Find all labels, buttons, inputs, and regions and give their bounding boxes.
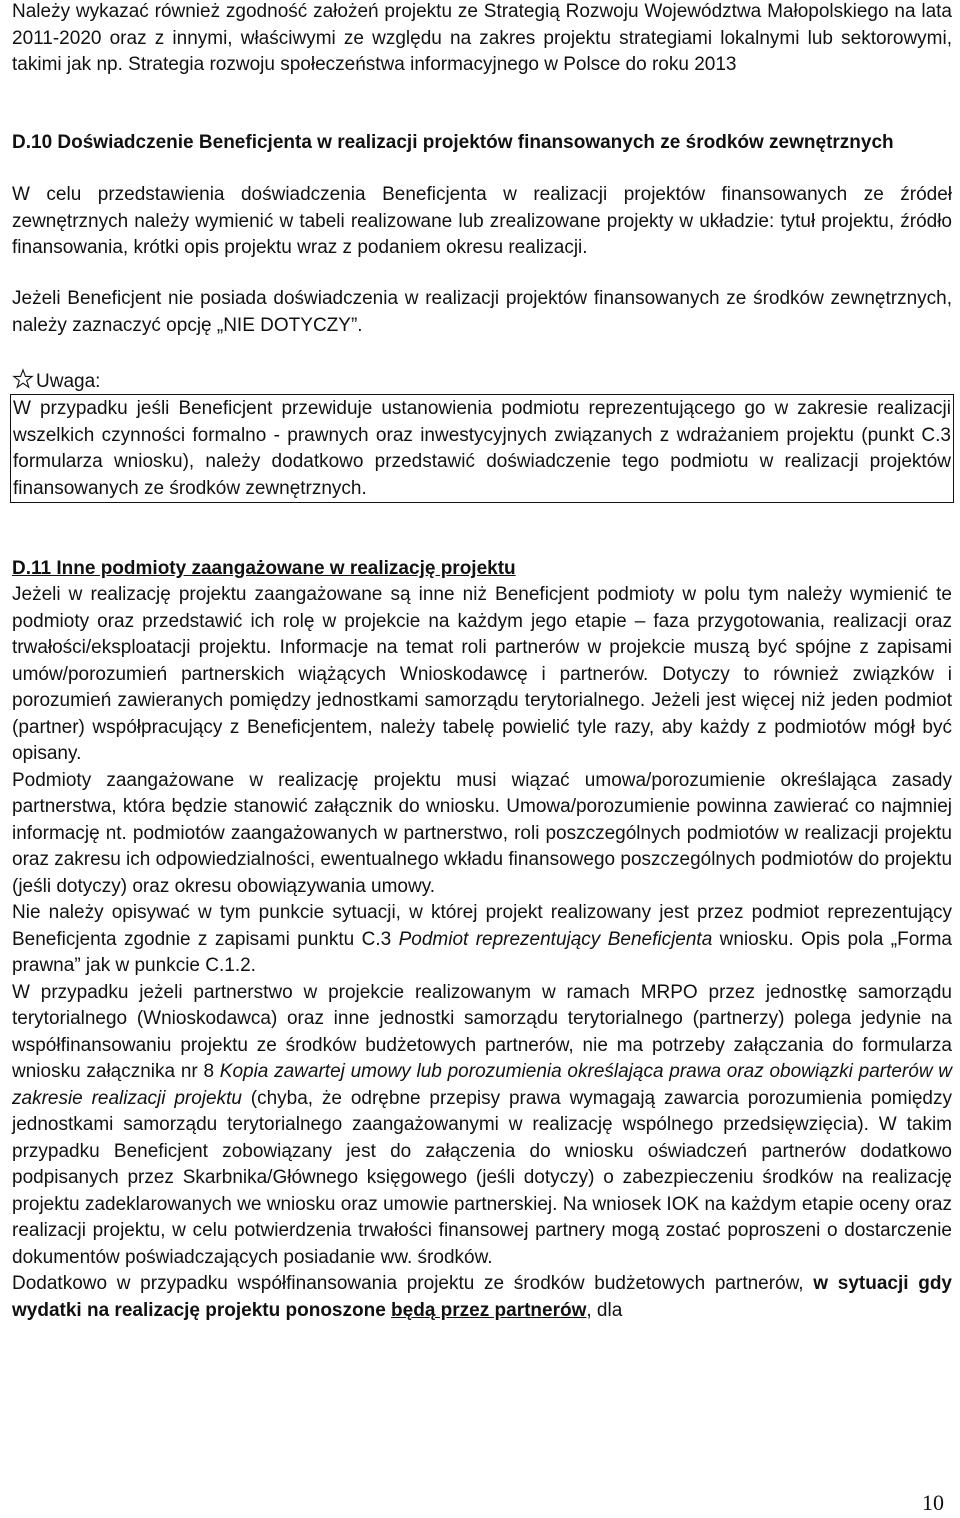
section-d11-paragraph-4 [12,980,952,1272]
para3-text-a: Nie należy opisywać w tym punkcie sytuacji, w której projekt realizowany jest przez podmiot reprezentujący Beneficjenta zgodnie z zapisami punktu C.3 [12,902,952,950]
para4-italic: Kopia zawartej umowy lub porozumienia określająca prawa oraz obowiązki parterów w zakresie realizacji projektu [12,1061,953,1109]
page-number: 10 [922,1490,944,1515]
star-outline-icon [12,368,34,390]
note-label [12,368,952,395]
note-text: W przypadku jeśli Beneficjent przewiduje ustanowienia podmiotu reprezentującego go w zakresie realizacji wszelkich czynności formalno - prawnych oraz inwestycyjnych związanych z wdrażaniem projektu (punkt C.3 formularza wniosku), należy dodatkowo przedstawić doświadczenie tego podmiotu w realizacji projektów finansowanych ze środków zewnętrznych. [13,398,951,499]
section-d11-heading: D.11 Inne podmioty zaangażowane w realizację projektu [12,558,516,579]
para4-text-b: (chyba, że odrębne przepisy prawa wymagają zawarcia porozumienia pomiędzy jednostkami samorządu terytorialnego zaangażowanymi w realizację wspólnego przedsięwzięcia). W takim przypadku Beneficjent zobowiązany jest do załączenia do wniosku oświadczeń partnerów dodatkowo podpisanych przez Skarbnika/Głównego księgowego (jeśli dotyczy) o zabezpieczeniu środków na realizację projektu zadeklarowanych we wniosku oraz umowie partnerskiej. Na wniosek IOK na każdym etapie oceny oraz realizacji projektu, w celu potwierdzenia trwałości finansowej partnery mogą zostać poproszeni o dostarczenie dokumentów poświadczających posiadanie ww. środków. [12,1087,952,1268]
section-d10-heading: D.10 Doświadczenie Beneficjenta w realizacji projektów finansowanych ze środków zewnętrznych [12,132,894,153]
section-d11-paragraph-5 [12,1271,952,1324]
para5-text-c: , dla [586,1299,623,1321]
note-box [10,394,954,503]
para5-bold-underlined: będą przez partnerów [391,1299,587,1321]
section-d11-body [12,582,952,1324]
section-d10-paragraph-1: W celu przedstawienia doświadczenia Beneficjenta w realizacji projektów finansowanych ze źródeł zewnętrznych należy wymienić w tabeli realizowane lub zrealizowane projekty w układzie: tytuł projektu, źródło finansowania, krótki opis projektu wraz z podaniem okresu realizacji. [12,184,952,258]
section-d11-paragraph-3 [12,900,952,980]
para3-text-b: wniosku. Opis pola „Forma prawna” jak w punkcie C.1.2. [12,928,952,976]
note-label-text: Uwaga: [36,371,101,392]
section-d11-paragraph-1: Jeżeli w realizację projektu zaangażowane są inne niż Beneficjent podmioty w polu tym należy wymienić te podmioty oraz przedstawić ich rolę w projekcie na każdym jego etapie – faza przygotowania, realizacji oraz trwałości/eksploatacji projektu. Informacje na temat roli partnerów w projekcie muszą być spójne z zapisami umów/porozumień partnerskich wiążących Wnioskodawcę i partnerów. Dotyczy to również związków i porozumień zawieranych pomiędzy jednostkami samorządu terytorialnego. Jeżeli jest więcej niż jeden podmiot (partner) współpracujący z Beneficjentem, należy tabelę powielić tyle razy, aby każdy z podmiotów mógł być opisany. [12,584,952,764]
para5-text-a: Dodatkowo w przypadku współfinansowania projektu ze środków budżetowych partnerów, [12,1273,814,1294]
intro-paragraph: Należy wykazać również zgodność założeń projektu ze Strategią Rozwoju Województwa Małopolskiego na lata 2011-2020 oraz z innymi, właściwymi ze względu na zakres projektu strategiami lokalnymi lub sektorowymi, takimi jak np. Strategia rozwoju społeczeństwa informacyjnego w Polsce do roku 2013 [12,1,952,75]
para5-bold: w sytuacji gdy wydatki na realizację projektu ponoszone [12,1273,953,1321]
section-d11-paragraph-2: Podmioty zaangażowane w realizację projektu musi wiązać umowa/porozumienie określająca zasady partnerstwa, która będzie stanowić załącznik do wniosku. Umowa/porozumienie powinna zawierać co najmniej informację nt. podmiotów zaangażowanych w partnerstwo, roli poszczególnych podmiotów w realizacji projektu oraz zakresu ich odpowiedzialności, ewentualnego wkładu finansowego poszczególnych podmiotów do projektu (jeśli dotyczy) oraz okresu obowiązywania umowy. [12,769,953,897]
section-d10-paragraph-2: Jeżeli Beneficjent nie posiada doświadczenia w realizacji projektów finansowanych ze środków zewnętrznych, należy zaznaczyć opcję „NIE DOTYCZY”. [12,288,952,336]
para3-italic: Podmiot reprezentujący Beneficjenta [398,928,713,950]
para4-text-a: W przypadku jeżeli partnerstwo w projekcie realizowanym w ramach MRPO przez jednostkę samorządu terytorialnego (Wnioskodawca) oraz inne jednostki samorządu terytorialnego (partnerzy) polega jedynie na współfinansowaniu projektu ze środków budżetowych partnerów, nie ma potrzeby załączania do formularza wniosku załącznika nr 8 [12,981,952,1082]
